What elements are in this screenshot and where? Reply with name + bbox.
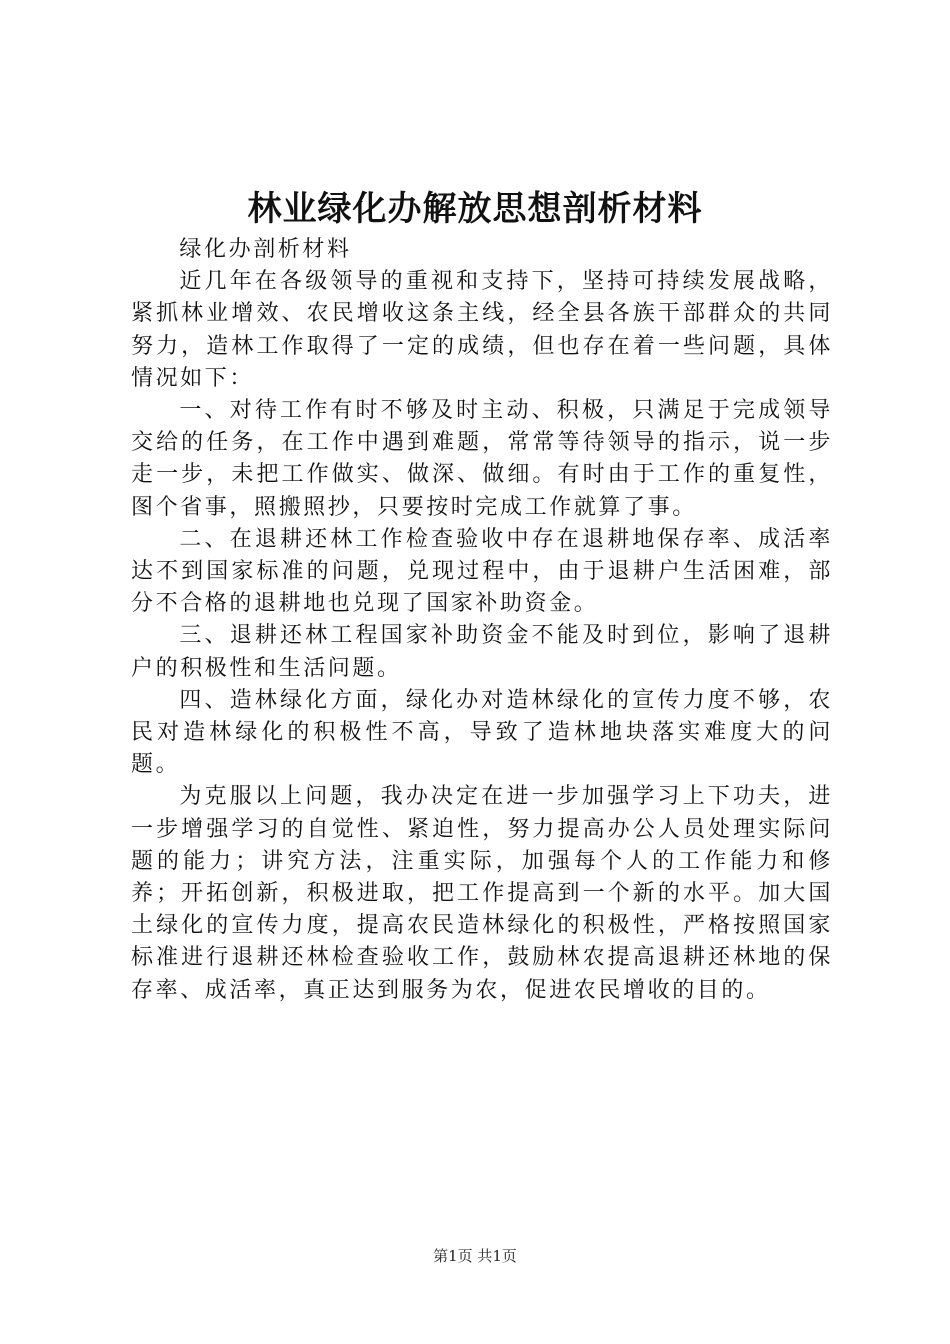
page-number-footer: 第1页 共1页	[433, 1247, 517, 1265]
conclusion-paragraph: 为克服以上问题，我办决定在进一步加强学习上下功夫，进一步增强学习的自觉性、紧迫性，努力提高办公人员处理实际问题的能力；讲究方法，注重实际，加强每个人的工作能力和修养；开拓创新，积极进取，把工作提高到一个新的水平。加大国土绿化的宣传力度，提高农民造林绿化的积极性，严格按照国家标准进行退耕还林检查验收工作，鼓励林农提高退耕还林地的保存率、成活率，真正达到服务为农，促进农民增收的目的。	[131, 784, 833, 1003]
subtitle-paragraph: 绿化办剖析材料	[179, 237, 352, 262]
issue-four-paragraph: 四、造林绿化方面，绿化办对造林绿化的宣传力度不够，农民对造林绿化的积极性不高，导致了造林地块落实难度大的问题。	[131, 687, 833, 778]
issue-three-paragraph: 三、退耕还林工程国家补助资金不能及时到位，影响了退耕户的积极性和生活问题。	[131, 623, 833, 681]
intro-paragraph: 近几年在各级领导的重视和支持下，坚持可持续发展战略，紧抓林业增效、农民增收这条主线，经全县各族干部群众的共同努力，造林工作取得了一定的成绩，但也存在着一些问题，具体情况如下：	[131, 269, 833, 391]
issue-two-paragraph: 二、在退耕还林工作检查验收中存在退耕地保存率、成活率达不到国家标准的问题，兑现过程中，由于退耕户生活困难，部分不合格的退耕地也兑现了国家补助资金。	[131, 526, 833, 617]
document-body	[131, 234, 833, 1007]
document-title: 林业绿化办解放思想剖析材料	[247, 189, 703, 229]
issue-one-paragraph: 一、对待工作有时不够及时主动、积极，只满足于完成领导交给的任务，在工作中遇到难题，常常等待领导的指示，说一步走一步，未把工作做实、做深、做细。有时由于工作的重复性，图个省事，照搬照抄，只要按时完成工作就算了事。	[131, 398, 833, 520]
